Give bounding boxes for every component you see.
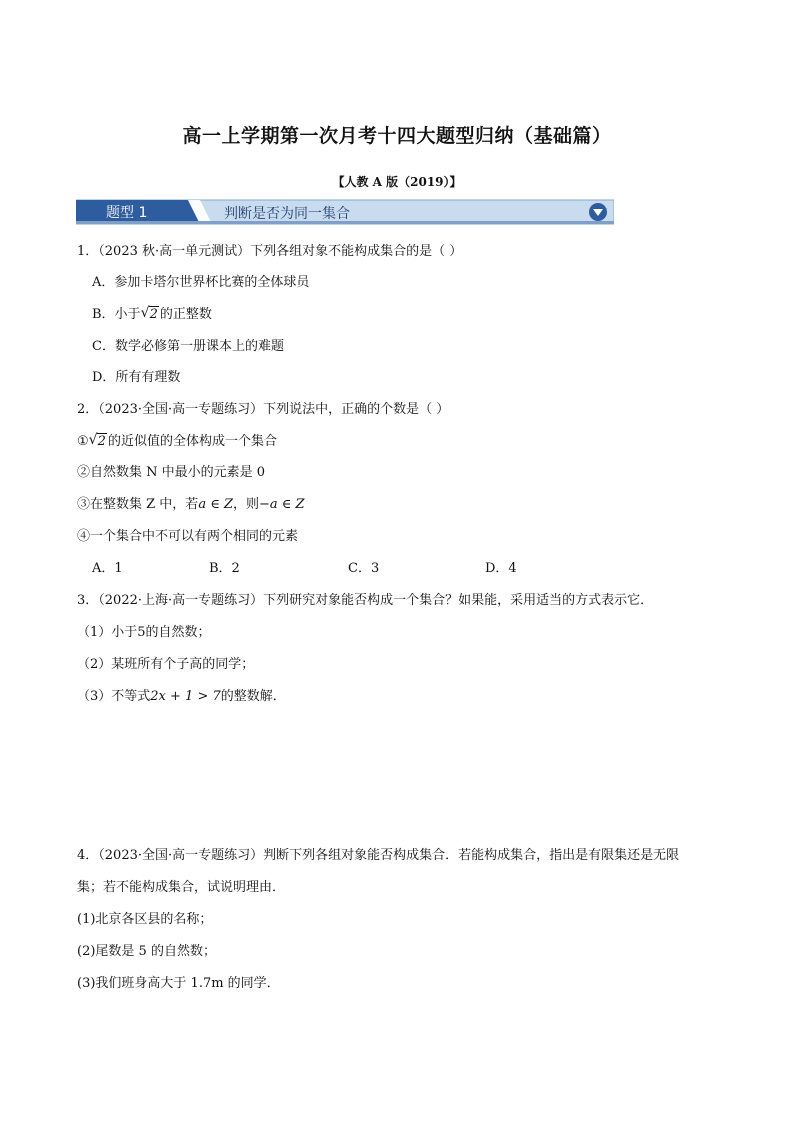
q2-item-1-mark: ① (77, 434, 89, 449)
q3-part-3-prefix: （3）不等式 (77, 689, 151, 704)
question-4-stem-line-2: 集；若不能构成集合，试说明理由． (77, 880, 286, 895)
q2-item-1 (77, 433, 277, 451)
q1-option-d: D．所有有理数 (92, 370, 181, 385)
q3-part-1: （1）小于5的自然数； (77, 625, 211, 640)
question-4-stem-line-1: 4．（2023·全国·高一专题练习）判断下列各组对象能否构成集合．若能构成集合，指出是有限集还是无限 (77, 848, 680, 863)
q2-item-2: ②自然数集 N 中最小的元素是 0 (77, 465, 266, 480)
q4-part-2: (2)尾数是 5 的自然数； (77, 944, 216, 959)
sqrt-symbol: √ 2 (88, 432, 106, 449)
q3-part-3 (77, 688, 286, 706)
section-title: 判断是否为同一集合 (224, 206, 350, 222)
q1-option-a: A．参加卡塔尔世界杯比赛的全体球员 (92, 275, 310, 290)
q2-item-4: ④一个集合中不可以有两个相同的元素 (77, 529, 299, 544)
q2-item-3-mid: ，则 (232, 497, 259, 512)
q2-item-3-prefix: ③在整数集 Z 中，若 (77, 497, 199, 512)
edition-label: 【人教 A 版（2019）】 (332, 175, 462, 189)
chevron-down-icon[interactable] (588, 202, 608, 222)
q4-part-1: (1)北京各区县的名称； (77, 912, 213, 927)
question-1-stem: 1．（2023 秋·高一单元测试）下列各组对象不能构成集合的是（ ） (77, 244, 463, 259)
q2-choice-a: A．1 (92, 561, 123, 576)
q1-option-c: C．数学必修第一册课本上的难题 (92, 339, 284, 354)
q2-choice-b: B．2 (209, 561, 240, 576)
q2-item-3 (77, 496, 305, 514)
page-title: 高一上学期第一次月考十四大题型归纳（基础篇） (182, 125, 612, 147)
sqrt-argument: 2 (149, 307, 158, 322)
q1-option-b-suffix: 的正整数 (159, 307, 212, 322)
q2-item-1-text: 的近似值的全体构成一个集合 (107, 434, 277, 449)
section-banner (76, 199, 614, 225)
q3-part-3-math: 2x + 1 > 7 (150, 689, 221, 704)
sqrt-symbol: √ 2 (140, 305, 158, 322)
q1-option-b (92, 306, 212, 324)
q2-item-3-math-2: −a ∈ Z (259, 497, 305, 512)
question-2-stem: 2．（2023·全国·高一专题练习）下列说法中，正确的个数是（ ） (77, 402, 450, 417)
q2-item-3-math-1: a ∈ Z (198, 497, 233, 512)
question-3-stem: 3．（2022·上海·高一专题练习）下列研究对象能否构成一个集合？如果能，采用适当的方式表示它． (77, 593, 654, 608)
q2-choice-d: D．4 (485, 561, 517, 576)
sqrt-argument: 2 (97, 434, 106, 449)
q3-part-3-suffix: 的整数解． (220, 689, 286, 704)
q4-part-3: (3)我们班身高大于 1.7m 的同学． (77, 976, 280, 991)
q2-choice-c: C．3 (348, 561, 380, 576)
section-tag: 题型 1 (106, 205, 148, 221)
q3-part-2: （2）某班所有个子高的同学； (77, 657, 255, 672)
q1-option-b-prefix: B．小于 (92, 307, 141, 322)
